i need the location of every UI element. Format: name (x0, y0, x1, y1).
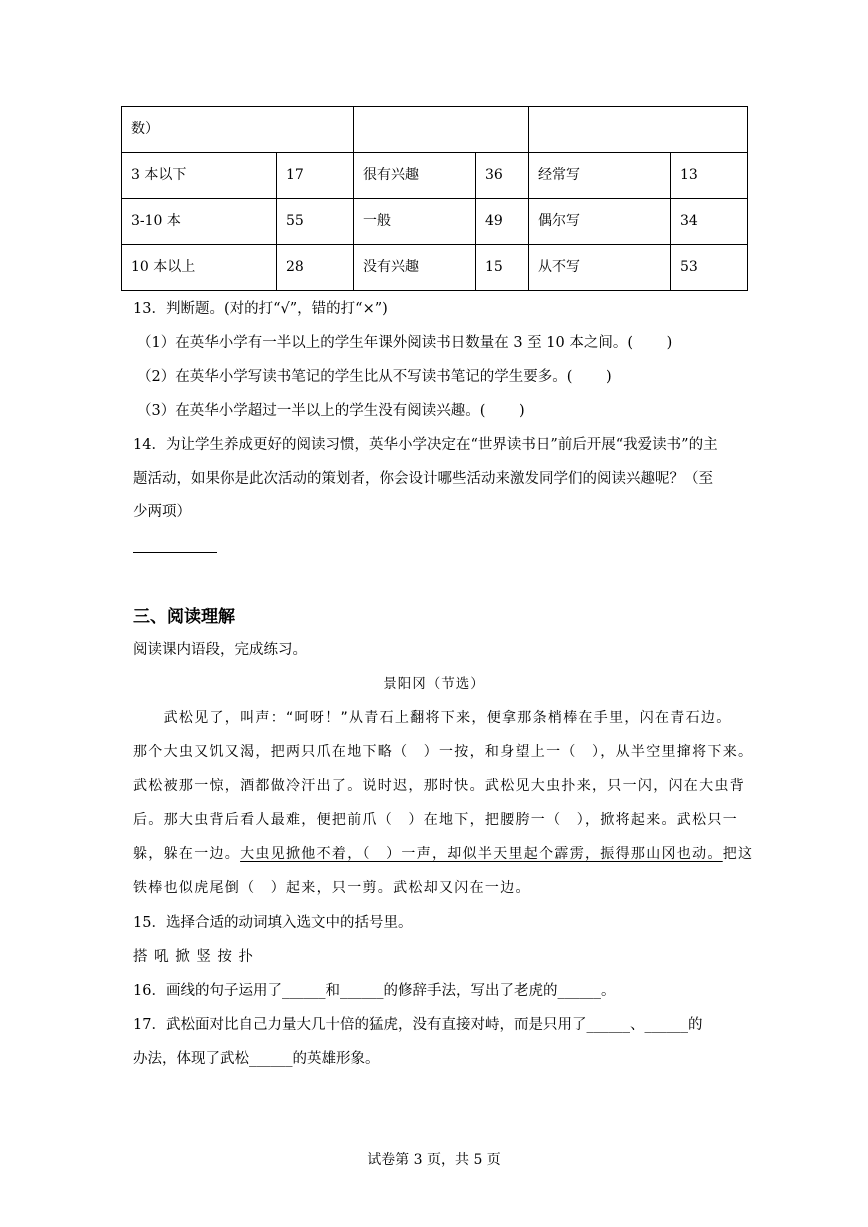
table-cell: 15 (476, 245, 529, 291)
question-13-item-3: （3）在英华小学超过一半以上的学生没有阅读兴趣。( ) (137, 403, 525, 419)
table-row (122, 199, 748, 245)
question-14-line-2: 题活动，如果你是此次活动的策划者，你会设计哪些活动来激发同学们的阅读兴趣呢？（至 (133, 471, 713, 487)
question-13-item-2: （2）在英华小学写读书笔记的学生比从不写读书笔记的学生要多。( ) (137, 369, 612, 385)
section-instruction: 阅读课内语段，完成练习。 (133, 642, 307, 658)
passage-line: 武松见了，叫声：“呵呀！”从青石上翻将下来，便拿那条梢棒在手里，闪在青石边。 (133, 710, 732, 726)
table-row (122, 107, 748, 153)
table-cell: 55 (277, 199, 354, 245)
question-15-words: 搭 吼 掀 竖 按 扑 (133, 949, 255, 965)
table-cell: 很有兴趣 (354, 153, 476, 199)
table-cell: 36 (476, 153, 529, 199)
section-title: 三、阅读理解 (133, 607, 235, 627)
page-footer: 试卷第 3 页，共 5 页 (367, 1152, 501, 1168)
passage-text: 躲，躲在一边。 (133, 846, 241, 862)
table-cell: 28 (277, 245, 354, 291)
table-cell: 一般 (354, 199, 476, 245)
passage-title: 景阳冈（节选） (383, 676, 485, 692)
passage-line: 那个大虫又饥又渴，把两只爪在地下略（ ）一按，和身望上一（ ），从半空里撺将下来。 (133, 744, 754, 760)
table-cell: 49 (476, 199, 529, 245)
table-cell: 13 (671, 153, 748, 199)
table-cell: 没有兴趣 (354, 245, 476, 291)
underlined-sentence: 大虫见掀他不着，（ ）一声，却似半天里起个霹雳，振得那山冈也动。 (240, 846, 723, 862)
table-cell: 53 (671, 245, 748, 291)
question-13-item-1: （1）在英华小学有一半以上的学生年课外阅读书日数量在 3 至 10 本之间。( ) (137, 335, 673, 351)
table-cell (354, 107, 529, 153)
survey-table (121, 106, 748, 291)
question-15-text: 15．选择合适的动词填入选文中的括号里。 (133, 915, 413, 931)
table-cell: 17 (277, 153, 354, 199)
passage-line (133, 844, 753, 864)
table-cell: 10 本以上 (122, 245, 277, 291)
question-17-line-1: 17．武松面对比自己力量大几十倍的猛虎，没有直接对峙，而是只用了______、______的 (133, 1017, 703, 1033)
passage-text: 把这 (722, 846, 754, 862)
table-cell: 数） (122, 107, 354, 153)
table-cell: 34 (671, 199, 748, 245)
answer-blank-line[interactable] (133, 552, 217, 553)
passage-line: 铁棒也似虎尾倒（ ）起来，只一剪。武松却又闪在一边。 (133, 880, 531, 896)
table-cell: 经常写 (529, 153, 671, 199)
question-14-line-3: 少两项） (133, 504, 191, 520)
passage-line: 武松被那一惊，酒都做冷汗出了。说时迟，那时快。武松见大虫扑来，只一闪，闪在大虫背 (133, 778, 745, 794)
table-row (122, 245, 748, 291)
question-13-title: 13．判断题。(对的打“√”，错的打“×”) (133, 301, 388, 317)
question-16-text: 16．画线的句子运用了______和______的修辞手法，写出了老虎的______。 (133, 983, 616, 999)
question-14-line-1: 14．为让学生养成更好的阅读习惯，英华小学决定在“世界读书日”前后开展“我爱读书”的主 (133, 437, 718, 453)
table-cell: 偶尔写 (529, 199, 671, 245)
table-cell: 3-10 本 (122, 199, 277, 245)
table-row (122, 153, 748, 199)
table-cell (529, 107, 748, 153)
question-17-line-2: 办法，体现了武松______的英雄形象。 (133, 1051, 380, 1067)
passage-line: 后。那大虫背后看人最难，便把前爪（ ）在地下，把腰胯一（ ），掀将起来。武松只一 (133, 812, 738, 828)
table-cell: 3 本以下 (122, 153, 277, 199)
table-cell: 从不写 (529, 245, 671, 291)
